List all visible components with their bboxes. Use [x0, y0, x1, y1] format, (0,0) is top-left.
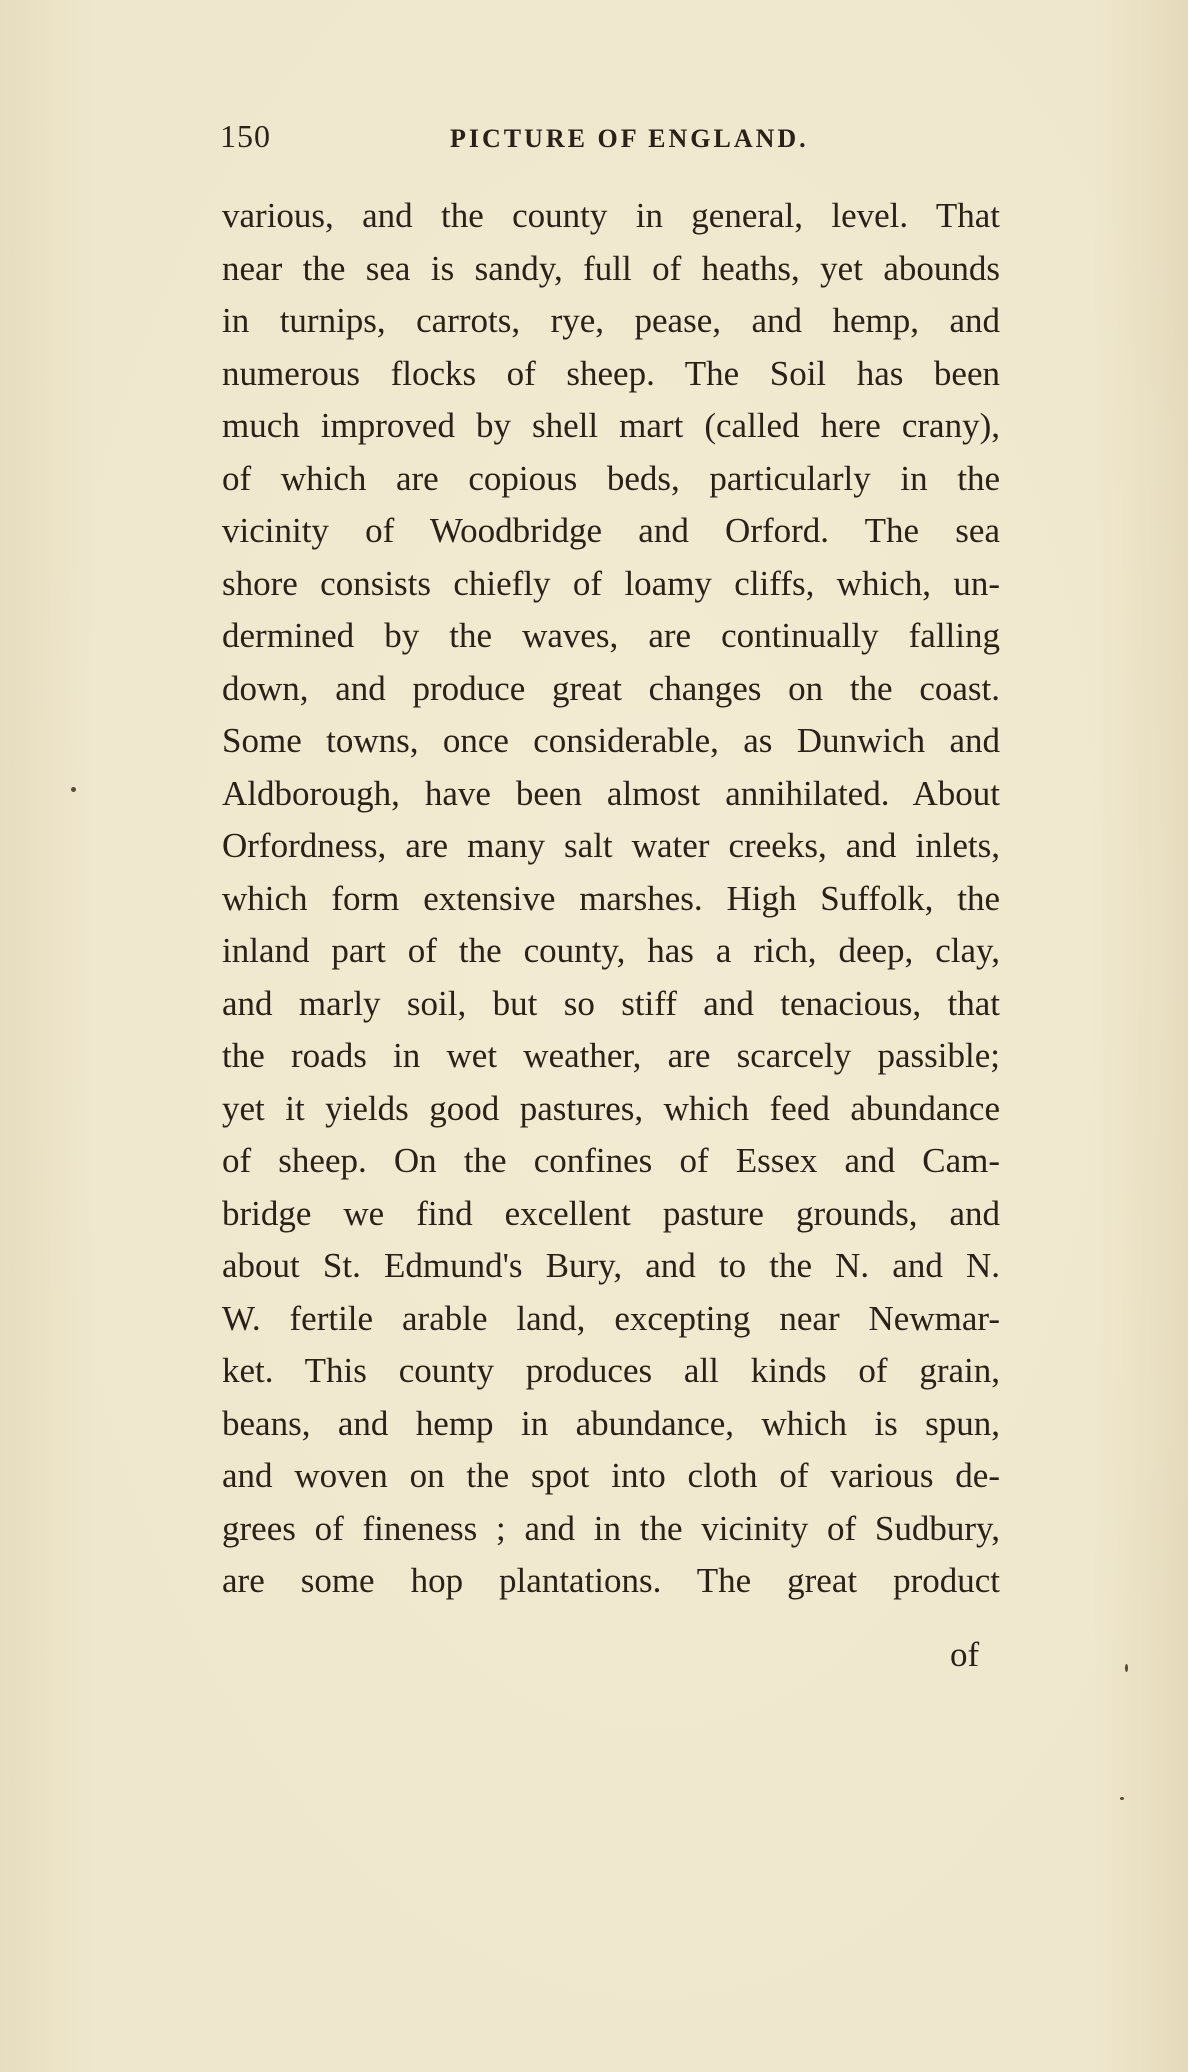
text-line: of which are copious beds, particularly in the: [222, 458, 1000, 498]
text-line: the roads in wet weather, are scarcely passible;: [222, 1036, 1000, 1075]
running-title: PICTURE OF ENGLAND.: [450, 124, 809, 153]
text-line: Some towns, once considerable, as Dunwich and: [222, 721, 1000, 760]
text-line: Orfordness, are many salt water creeks, and inlets,: [222, 826, 1000, 865]
text-line: about St. Edmund's Bury, and to the N. and N.: [222, 1246, 1000, 1285]
text-line: vicinity of Woodbridge and Orford. The sea: [222, 511, 1000, 550]
ink-speck: [1120, 1797, 1124, 1800]
text-line: yet it yields good pastures, which feed abundance: [222, 1088, 1000, 1128]
text-line: shore consists chiefly of loamy cliffs, which, un-: [222, 563, 1000, 603]
text-line: much improved by shell mart (called here crany),: [222, 406, 1000, 445]
catchword: of: [950, 1635, 980, 1674]
body-text: [222, 190, 1000, 1608]
text-line: near the sea is sandy, full of heaths, yet abounds: [222, 248, 1000, 288]
text-line: which form extensive marshes. High Suffolk, the: [222, 878, 1000, 918]
text-line: ket. This county produces all kinds of grain,: [222, 1351, 1000, 1390]
text-line: bridge we find excellent pasture grounds, and: [222, 1193, 1000, 1233]
running-head: [220, 118, 1020, 158]
text-line: Aldborough, have been almost annihilated. About: [222, 773, 1000, 813]
ink-speck: [1125, 1664, 1128, 1672]
text-line: inland part of the county, has a rich, deep, clay,: [222, 931, 1000, 970]
text-line: beans, and hemp in abundance, which is spun,: [222, 1403, 1000, 1443]
text-line: and woven on the spot into cloth of various de-: [222, 1456, 1000, 1495]
text-line: grees of fineness ; and in the vicinity of Sudbury,: [222, 1508, 1000, 1548]
text-line: of sheep. On the confines of Essex and Cam-: [222, 1141, 1000, 1180]
text-line: various, and the county in general, level. That: [222, 196, 1000, 235]
text-line: dermined by the waves, are continually falling: [222, 616, 1000, 655]
text-line: numerous flocks of sheep. The Soil has been: [222, 353, 1000, 393]
page-number: 150: [220, 118, 271, 154]
text-line: are some hop plantations. The great product: [222, 1561, 1000, 1600]
text-line: and marly soil, but so stiff and tenacious, that: [222, 983, 1000, 1023]
text-line: down, and produce great changes on the coast.: [222, 668, 1000, 708]
text-line: W. fertile arable land, excepting near Newmar-: [222, 1298, 1000, 1338]
text-line: in turnips, carrots, rye, pease, and hemp, and: [222, 301, 1000, 340]
ink-speck: [71, 787, 76, 792]
